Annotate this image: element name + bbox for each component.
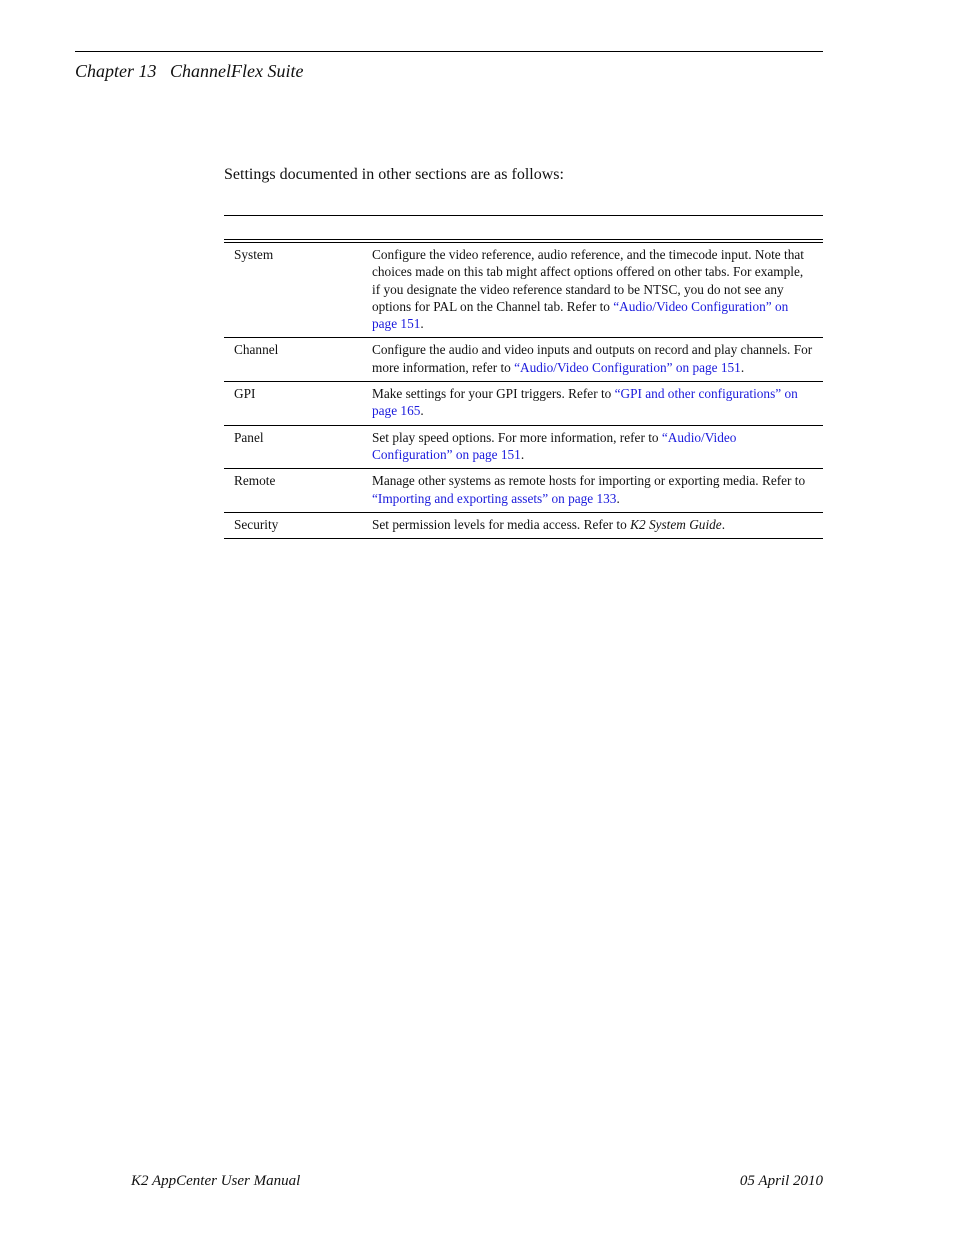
- settings-table: [224, 215, 823, 539]
- guide-title: K2 System Guide: [630, 516, 722, 532]
- footer-manual-title: K2 AppCenter User Manual: [131, 1173, 301, 1189]
- setting-name: System: [234, 247, 274, 262]
- setting-description: [372, 246, 823, 332]
- description-text: Set play speed options. For more information, refer to: [372, 429, 662, 445]
- setting-name: Security: [234, 516, 279, 532]
- setting-name: Panel: [234, 429, 264, 445]
- setting-description: [372, 516, 823, 533]
- description-end: .: [420, 316, 424, 332]
- description-end: .: [721, 516, 726, 532]
- table-header-row: [224, 216, 823, 239]
- header-rule: [75, 51, 823, 52]
- table-row-system: [224, 243, 823, 338]
- table-row-security: [224, 513, 823, 539]
- description-end: .: [520, 446, 525, 462]
- description-text: Configure the video reference, audio reference, and the timecode input. Note that choices made on this tab might affect options offered on other tabs. For example, if you designate the video reference standard to be NTSC, you do not see any options for PAL on the Channel tab. Refer to: [372, 247, 804, 314]
- description-end: .: [616, 490, 620, 506]
- table-row-channel: [224, 338, 823, 382]
- footer-date: 05 April 2010: [739, 1173, 823, 1189]
- cross-reference-link[interactable]: “Audio/Video Configuration” on page 151: [372, 429, 737, 462]
- cross-reference-link[interactable]: “Audio/Video Configuration” on page 151: [372, 298, 789, 332]
- description-text: Make settings for your GPI triggers. Refer to: [372, 386, 615, 402]
- setting-name: Channel: [234, 342, 279, 358]
- description-text: Set permission levels for media access. Refer to: [372, 516, 631, 532]
- setting-description: [372, 341, 823, 376]
- table-row-gpi: [224, 382, 823, 426]
- setting-name: GPI: [234, 386, 256, 402]
- intro-paragraph: Settings documented in other sections are as follows:: [224, 166, 564, 183]
- table-row-remote: [224, 469, 823, 513]
- setting-description: [372, 429, 823, 464]
- cross-reference-link[interactable]: “Audio/Video Configuration” on page 151: [514, 359, 741, 375]
- setting-description: [372, 472, 823, 507]
- chapter-title: Chapter 13 ChannelFlex Suite: [75, 61, 304, 81]
- setting-description: [372, 385, 823, 420]
- cross-reference-link[interactable]: “GPI and other configurations” on page 165: [372, 386, 798, 419]
- table-row-panel: [224, 426, 823, 470]
- description-text: Configure the audio and video inputs and outputs on record and play channels. For more information, refer to: [372, 342, 813, 375]
- cross-reference-link[interactable]: “Importing and exporting assets” on page 133: [372, 490, 617, 506]
- description-end: .: [740, 359, 745, 375]
- setting-name: Remote: [234, 473, 276, 489]
- description-end: .: [420, 403, 424, 419]
- description-text: Manage other systems as remote hosts for importing or exporting media. Refer to: [372, 473, 806, 489]
